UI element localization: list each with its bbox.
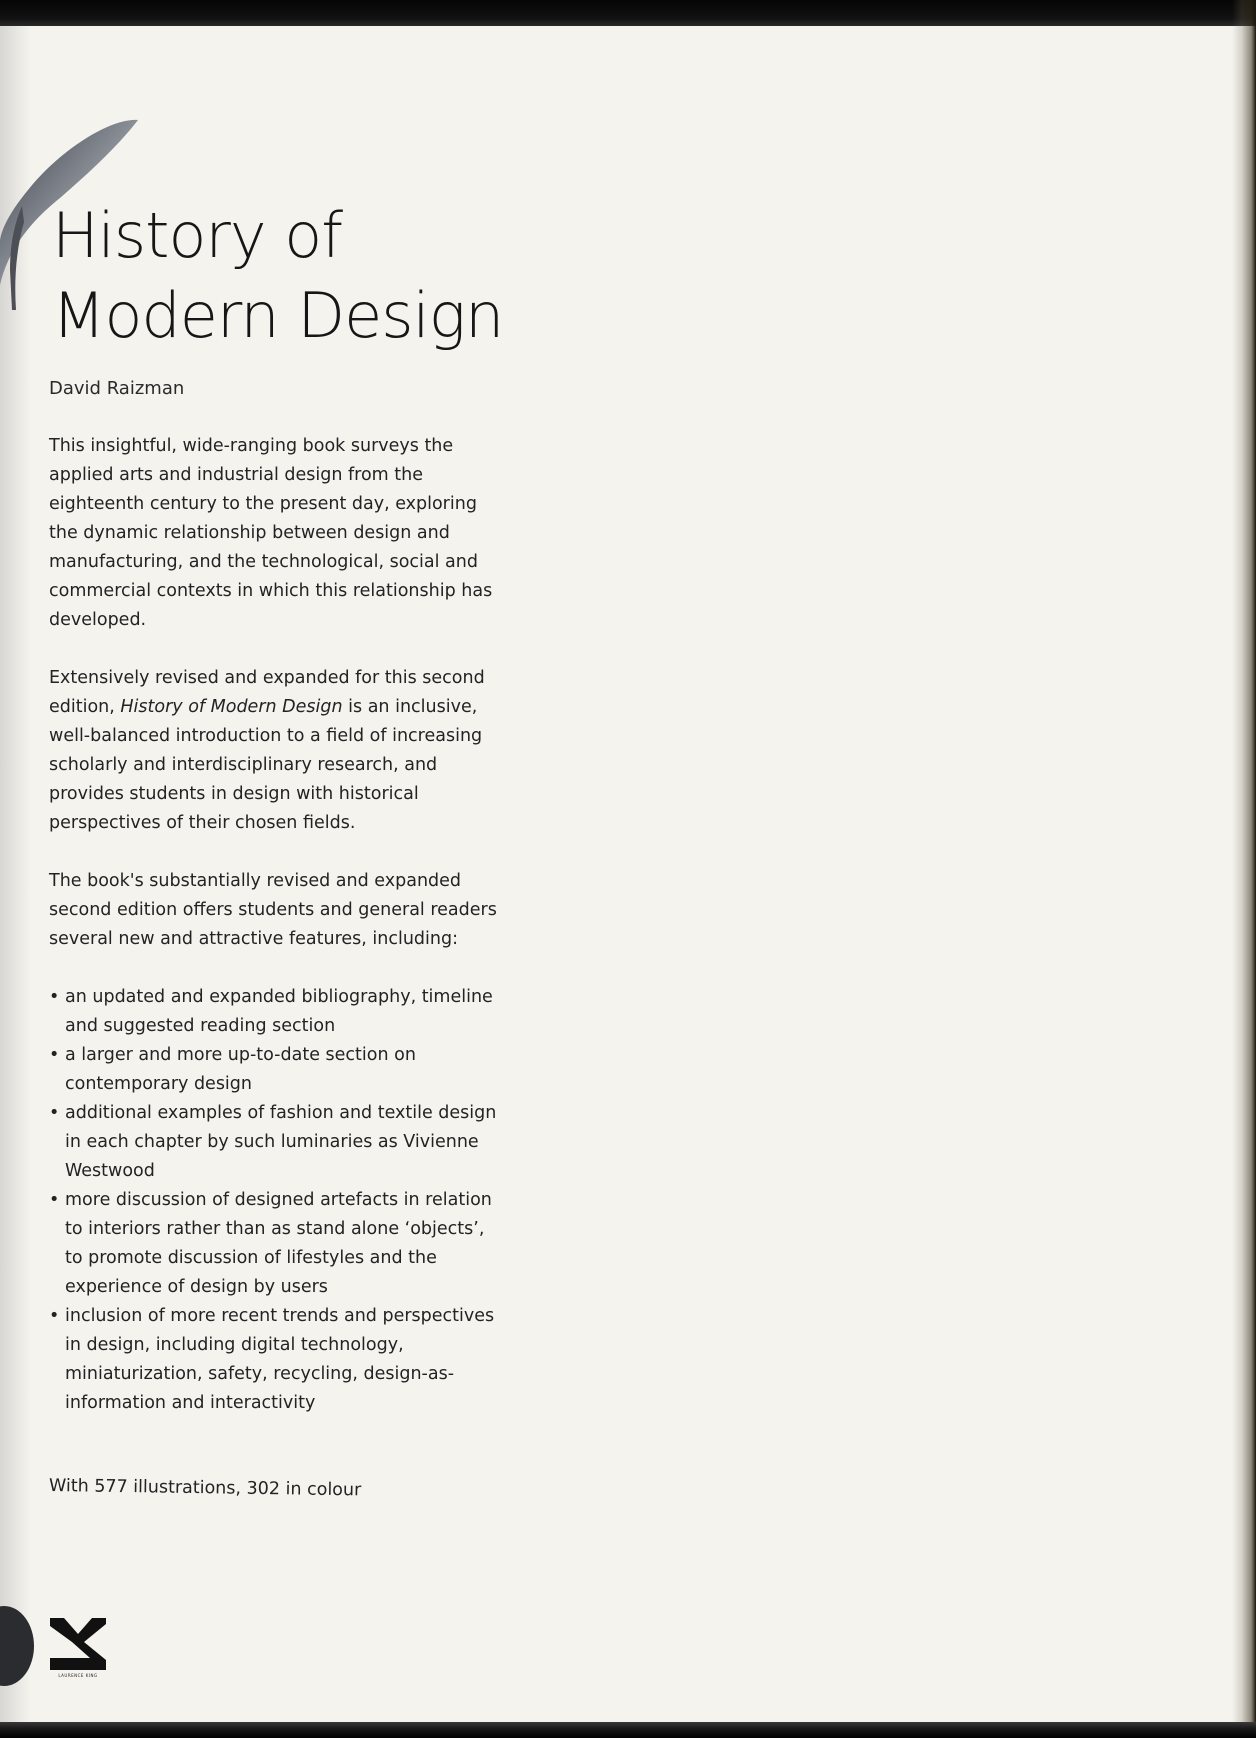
list-item: • a larger and more up-to-date section on contemporary design (49, 1041, 499, 1099)
title-line-1: History of (52, 199, 343, 272)
blurb-paragraph-1: This insightful, wide-ranging book surveys the applied arts and industrial design from the eighteenth century to the present day, exploring the dynamic relationship between design and manufacturing, and the technological, social and commercial contexts in which this relationship has developed. (49, 436, 493, 630)
blurb-paragraph-3: The book's substantially revised and expanded second edition offers students and general readers several new and attractive features, including: (49, 871, 497, 949)
title-reference: History of Modern Design (120, 697, 343, 717)
publisher-logo-text: LAURENCE KING (58, 1673, 98, 1678)
page-top-edge (0, 0, 1256, 26)
paragraph-2-end: is an inclusive, well-balanced introduction to a field of increasing scholarly and interdisciplinary research, and provides students in design with historical perspectives of their chosen fields. (49, 697, 483, 833)
blurb-paragraph-2 (49, 664, 499, 838)
page-bottom-edge (0, 1722, 1256, 1738)
paragraph-2-start: Extensively revised and expanded for this second edition, (49, 668, 485, 717)
list-item: • more discussion of designed artefacts in relation to interiors rather than as stand alone ‘objects’, to promote discussion of lifestyles and the experience of design by users (49, 1186, 499, 1302)
illustrations-note: With 577 illustrations, 302 in colour (48, 1476, 362, 1501)
book-title (52, 196, 503, 356)
author-name: David Raizman (49, 378, 185, 399)
publisher-logo-icon (50, 1618, 106, 1670)
features-list (49, 983, 499, 1418)
list-item: • an updated and expanded bibliography, timeline and suggested reading section (49, 983, 499, 1041)
page-right-edge (1232, 0, 1256, 1738)
title-line-2: Modern Design (52, 279, 504, 352)
blurb (49, 432, 499, 1418)
list-item: • inclusion of more recent trends and perspectives in design, including digital technology, miniaturization, safety, recycling, design-as-information and interactivity (49, 1302, 499, 1418)
list-item: • additional examples of fashion and textile design in each chapter by such luminaries as Vivienne Westwood (49, 1099, 499, 1186)
